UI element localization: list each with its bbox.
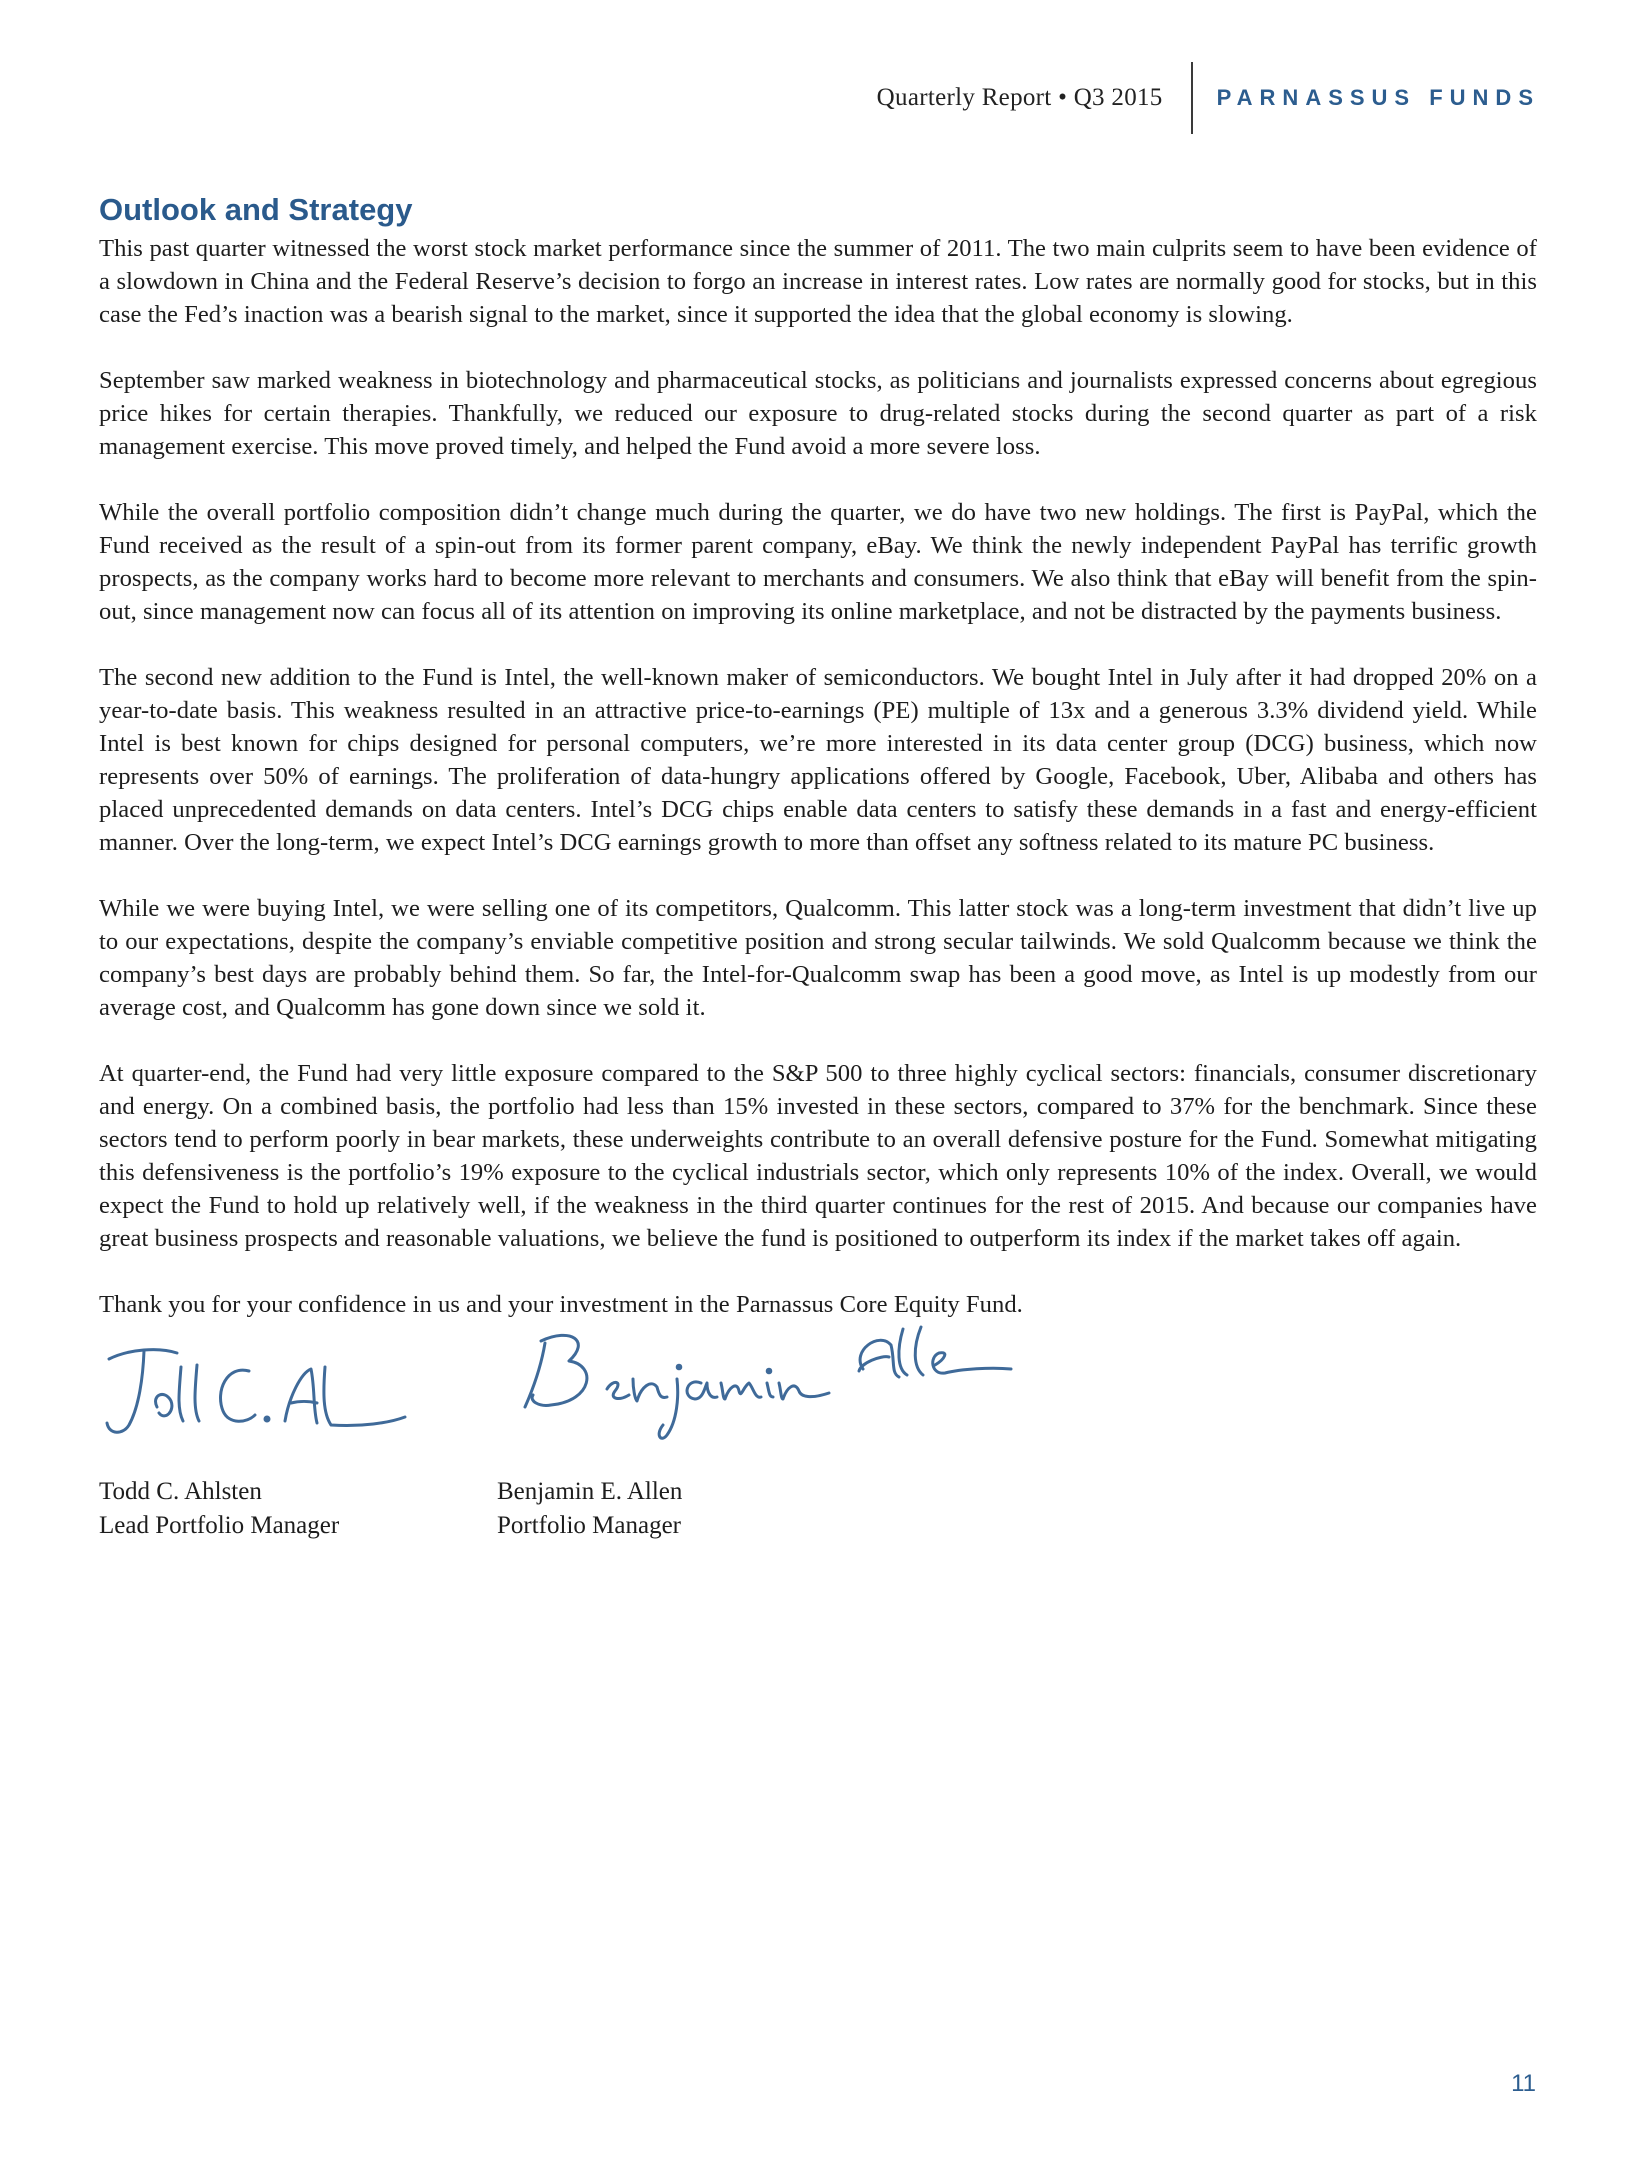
paragraph-2: September saw marked weakness in biotechnology and pharmaceutical stocks, as politicians and journalists expressed concerns about egregious price hikes for certain therapies. Thankfully, we reduced our exposure to drug-related stocks during the second quarter as part of a risk management exercise. This move proved timely, and helped the Fund avoid a more severe loss. — [99, 367, 1537, 460]
brand-name: PARNASSUS FUNDS — [1216, 85, 1540, 110]
signature-allen — [511, 1317, 1071, 1447]
signer-title: Lead Portfolio Manager — [99, 1512, 340, 1539]
signer-name: Todd C. Ahlsten — [99, 1478, 262, 1505]
signer-title: Portfolio Manager — [497, 1512, 681, 1539]
main-content — [99, 192, 1537, 1543]
signer-name: Benjamin E. Allen — [497, 1478, 683, 1505]
signer-ahlsten — [99, 1475, 497, 1543]
paragraph-5: While we were buying Intel, we were selling one of its competitors, Qualcomm. This latter stock was a long-term investment that didn’t live up to our expectations, despite the company’s enviable competitive position and strong secular tailwinds. We sold Qualcomm because we think the company’s best days are probably behind them. So far, the Intel-for-Qualcomm swap has been a good move, as Intel is up modestly from our average cost, and Qualcomm has gone down since we sold it. — [99, 895, 1537, 1021]
paragraph-4: The second new addition to the Fund is Intel, the well-known maker of semiconductors. We bought Intel in July after it had dropped 20% on a year-to-date basis. This weakness resulted in an attractive price-to-earnings (PE) multiple of 13x and a generous 3.3% dividend yield. While Intel is best known for chips designed for personal computers, we’re more interested in its data center group (DCG) business, which now represents over 50% of earnings. The proliferation of data-hungry applications offered by Google, Facebook, Uber, Alibaba and others has placed unprecedented demands on data centers. Intel’s DCG chips enable data centers to satisfy these demands in a fast and energy-efficient manner. Over the long-term, we expect Intel’s DCG earnings growth to more than offset any softness related to its mature PC business. — [99, 664, 1537, 856]
report-label: Quarterly Report • Q3 2015 — [876, 84, 1163, 111]
page-number: 11 — [1511, 2070, 1536, 2097]
signatures — [99, 1327, 1537, 1447]
paragraph-1: This past quarter witnessed the worst stock market performance since the summer of 2011. The two main culprits seem to have been evidence of a slowdown in China and the Federal Reserve’s decision to forgo an increase in interest rates. Low rates are normally good for stocks, but in this case the Fed’s inaction was a bearish signal to the market, since it supported the idea that the global economy is slowing. — [99, 235, 1537, 328]
signer-block — [99, 1475, 1537, 1543]
signature-ahlsten — [99, 1337, 409, 1447]
header-divider — [1191, 62, 1193, 134]
paragraph-3: While the overall portfolio composition didn’t change much during the quarter, we do have two new holdings. The first is PayPal, which the Fund received as the result of a spin-out from its former parent company, eBay. We think the newly independent PayPal has terrific growth prospects, as the company works hard to become more relevant to merchants and consumers. We also think that eBay will benefit from the spin-out, since management now can focus all of its attention on improving its online marketplace, and not be distracted by the payments business. — [99, 499, 1537, 625]
paragraph-6: At quarter-end, the Fund had very little exposure compared to the S&P 500 to three highly cyclical sectors: financials, consumer discretionary and energy. On a combined basis, the portfolio had less than 15% invested in these sectors, compared to 37% for the benchmark. Since these sectors tend to perform poorly in bear markets, these underweights contribute to an overall defensive posture for the Fund. Somewhat mitigating this defensiveness is the portfolio’s 19% exposure to the cyclical industrials sector, which only represents 10% of the index. Overall, we would expect the Fund to hold up relatively well, if the weakness in the third quarter continues for the rest of 2015. And because our companies have great business prospects and reasonable valuations, we believe the fund is positioned to outperform its index if the market takes off again. — [99, 1060, 1537, 1252]
page-header — [877, 62, 1540, 134]
signer-allen — [497, 1475, 682, 1543]
paragraph-7: Thank you for your confidence in us and your investment in the Parnassus Core Equity Fund. — [99, 1291, 1023, 1318]
section-title: Outlook and Strategy — [99, 192, 413, 227]
